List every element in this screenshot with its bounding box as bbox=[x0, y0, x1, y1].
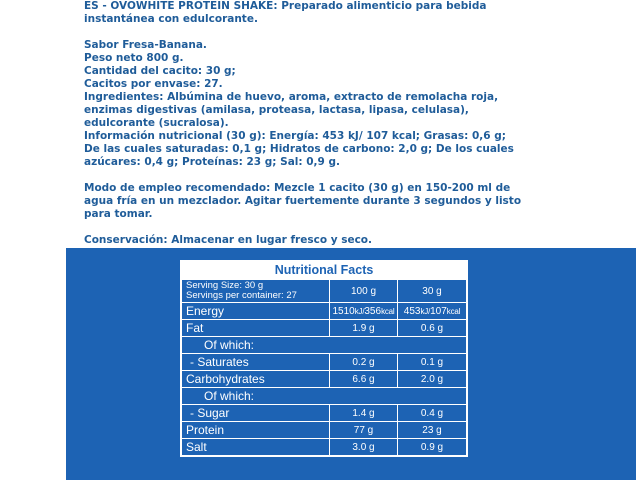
fat-row bbox=[182, 320, 467, 337]
saturates-100g: 0.2 g bbox=[330, 354, 398, 371]
saturates-30g: 0.1 g bbox=[398, 354, 467, 371]
energy-100g bbox=[330, 303, 398, 320]
fat-of-which-label: Of which: bbox=[182, 337, 467, 354]
sugar-30g: 0.4 g bbox=[398, 405, 467, 422]
energy-100g-kcal: 356 bbox=[364, 305, 382, 317]
saturates-label: - Saturates bbox=[182, 354, 330, 371]
nutrition-facts-table bbox=[181, 279, 467, 456]
energy-30g-kcal-unit: kcal bbox=[446, 306, 461, 316]
carbs-of-which-label: Of which: bbox=[182, 388, 467, 405]
carbohydrates-row bbox=[182, 371, 467, 388]
label-usage-paragraph: Modo de empleo recomendado: Mezcle 1 cacito (30 g) en 150-200 ml de agua fría en un mezclador. Agitar fuertemente durante 3 segundos y listo para tomar. bbox=[84, 182, 522, 220]
sugar-label: - Sugar bbox=[182, 405, 330, 422]
saturates-row bbox=[182, 354, 467, 371]
carbs-of-which-row bbox=[182, 388, 467, 405]
serving-size: Serving Size: 30 g bbox=[186, 280, 264, 291]
label-details-paragraph: Sabor Fresa-Banana. Peso neto 800 g. Cantidad del cacito: 30 g; Cacitos por envase: 27. Ingredientes: Albúmina de huevo, aroma, extracto de remolacha roja, enzimas digestivas (amilasa, proteasa, lactasa, lipasa, celulasa), edulcorante (sucralosa). Información nutricional (30 g): Energía: 453 kJ/ 107 kcal; Grasas: 0,6 g; De las cuales saturadas: 0,1 g; Hidratos de carbono: 2,0 g; De los cuales azúcares: 0,4 g; Proteínas: 23 g; Sal: 0,9 g. bbox=[84, 39, 514, 168]
serving-info-cell bbox=[182, 280, 330, 303]
protein-100g: 77 g bbox=[330, 422, 398, 439]
energy-row bbox=[182, 303, 467, 320]
energy-30g bbox=[398, 303, 467, 320]
energy-100g-kj-unit: kJ/ bbox=[354, 306, 365, 316]
nutrition-facts-panel bbox=[180, 260, 468, 457]
sugar-100g: 1.4 g bbox=[330, 405, 398, 422]
serving-row bbox=[182, 280, 467, 303]
energy-30g-kj-unit: kJ/ bbox=[420, 306, 431, 316]
servings-per-container: Servings per container: 27 bbox=[186, 290, 297, 301]
protein-label: Protein bbox=[182, 422, 330, 439]
energy-100g-kcal-unit: kcal bbox=[381, 306, 395, 316]
protein-30g: 23 g bbox=[398, 422, 467, 439]
protein-row bbox=[182, 422, 467, 439]
salt-row bbox=[182, 439, 467, 456]
column-header-100g: 100 g bbox=[330, 280, 398, 303]
label-intro-paragraph: ES - OVOWHITE PROTEIN SHAKE: Preparado alimenticio para bebida instantánea con edulcorante. bbox=[84, 0, 487, 25]
salt-label: Salt bbox=[182, 439, 330, 456]
carbohydrates-100g: 6.6 g bbox=[330, 371, 398, 388]
nutrition-facts-title: Nutritional Facts bbox=[181, 261, 467, 279]
sugar-row bbox=[182, 405, 467, 422]
energy-30g-kj: 453 bbox=[403, 305, 421, 317]
salt-100g: 3.0 g bbox=[330, 439, 398, 456]
energy-label: Energy bbox=[182, 303, 330, 320]
fat-of-which-row bbox=[182, 337, 467, 354]
salt-30g: 0.9 g bbox=[398, 439, 467, 456]
energy-30g-kcal: 107 bbox=[430, 305, 447, 317]
column-header-30g: 30 g bbox=[398, 280, 467, 303]
fat-label: Fat bbox=[182, 320, 330, 337]
carbohydrates-30g: 2.0 g bbox=[398, 371, 467, 388]
carbohydrates-label: Carbohydrates bbox=[182, 371, 330, 388]
label-storage-paragraph: Conservación: Almacenar en lugar fresco y seco. bbox=[84, 234, 373, 246]
product-label-text bbox=[84, 0, 524, 247]
energy-100g-kj: 1510 bbox=[332, 305, 355, 317]
fat-30g: 0.6 g bbox=[398, 320, 467, 337]
fat-100g: 1.9 g bbox=[330, 320, 398, 337]
